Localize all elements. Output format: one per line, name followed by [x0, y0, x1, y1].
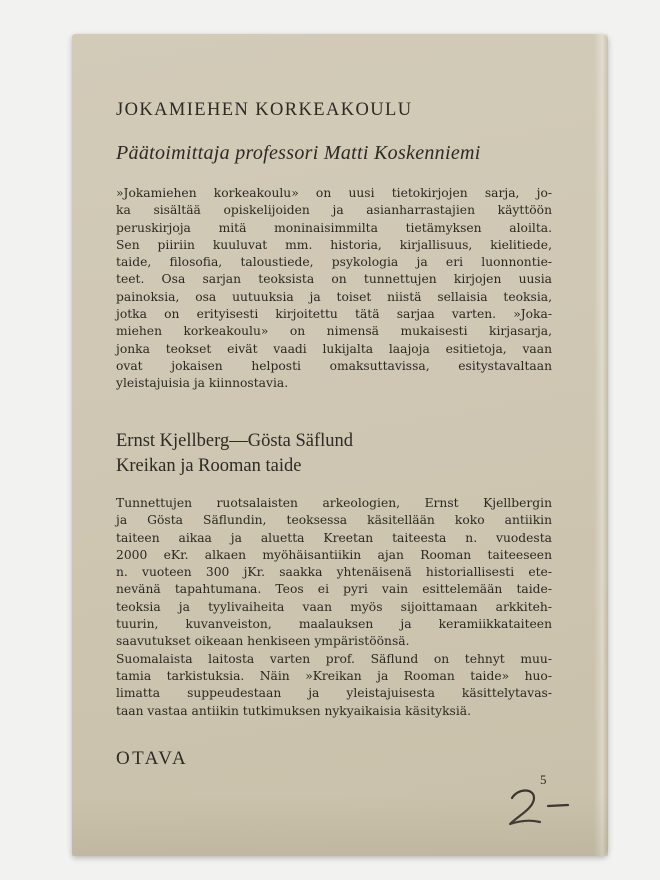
book-description-line: saavutukset oikeaan henkiseen ympäristöönsä.: [116, 634, 410, 649]
book-description-line: Tunnettujen ruotsalaisten arkeologien, Ernst Kjellbergin: [116, 496, 552, 510]
book-description-line: nevänä tapahtumana. Teos ei pyri vain esittelemään taide-: [116, 582, 552, 597]
book-title: Kreikan ja Rooman taide: [116, 456, 302, 476]
book-description-line: taan vastaa antiikin tutkimuksen nykyaikaisia käsityksiä.: [116, 703, 472, 718]
page-number: 5: [540, 772, 547, 787]
book-description-line: 2000 eKr. alkaen myöhäisantiikin ajan Rooman taiteeseen: [116, 547, 552, 562]
series-description-line: ka sisältää opiskelijoiden ja asianharrastajien käyttöön: [116, 203, 552, 218]
series-description-line: taide, filosofia, taloustiede, psykologia ja eri luonnontie-: [116, 255, 552, 270]
book-back-cover: [72, 34, 608, 856]
series-description-line: peruskirjoja mitä moninaisimmilta tietämyksen aloilta.: [116, 220, 552, 235]
series-description-line: ovat jokaisen helposti omaksuttavissa, esitystavaltaan: [116, 358, 552, 373]
book-description-line: Suomalaista laitosta varten prof. Säflund on tehnyt muu-: [116, 651, 552, 666]
book-authors: Ernst Kjellberg—Gösta Säflund: [116, 431, 354, 451]
book-description-line: tuurin, kuvanveiston, maalauksen ja keramiikkataiteen: [116, 617, 552, 632]
series-description-line: jonka teokset eivät vaadi lukijalta laajoja esitietoja, vaan: [116, 341, 552, 356]
book-description-line: limatta suppeudestaan ja yleistajuisesta käsittelytavas-: [116, 686, 552, 701]
book-description: [116, 495, 552, 720]
book-description-line: tamia tarkistuksia. Näin »Kreikan ja Rooman taide» huo-: [116, 668, 552, 683]
book-description-line: teoksia ja tyylivaiheita vaan myös sijoittamaan arkkiteh-: [116, 599, 552, 614]
publisher-name: OTAVA: [116, 748, 189, 769]
book-description-line: ja Gösta Säflundin, teoksessa käsitellään koko antiikin: [116, 513, 552, 528]
page-edge: [594, 34, 608, 856]
series-description-line: miehen korkeakoulu» on nimensä mukaisesti kirjasarja,: [116, 324, 552, 339]
series-description-line: teet. Osa sarjan teoksista on tunnettujen kirjojen uusia: [116, 272, 552, 287]
editor-line: Päätoimittaja professori Matti Koskenniemi: [116, 142, 481, 164]
handwritten-note: [504, 782, 574, 832]
series-description-line: jotka on erityisesti kirjoitettu tätä sarjaa varten. »Joka-: [116, 307, 552, 322]
book-description-line: taiteen aikaa ja aluetta Kreetan taiteesta n. vuodesta: [116, 530, 552, 545]
series-description-line: »Jokamiehen korkeakoulu» on uusi tietokirjojen sarja, jo-: [116, 186, 552, 200]
series-description-line: yleistajuisia ja kiinnostavia.: [116, 376, 289, 391]
book-description-line: n. vuoteen 300 jKr. saakka yhtenäisenä historiallisesti ete-: [116, 565, 552, 580]
series-description-line: Sen piiriin kuuluvat mm. historia, kirjallisuus, kielitiede,: [116, 237, 552, 252]
series-description: [116, 185, 552, 393]
series-description-line: painoksia, osa uutuuksia ja toiset niistä sellaisia teoksia,: [116, 289, 552, 304]
series-title: JOKAMIEHEN KORKEAKOULU: [116, 100, 413, 120]
